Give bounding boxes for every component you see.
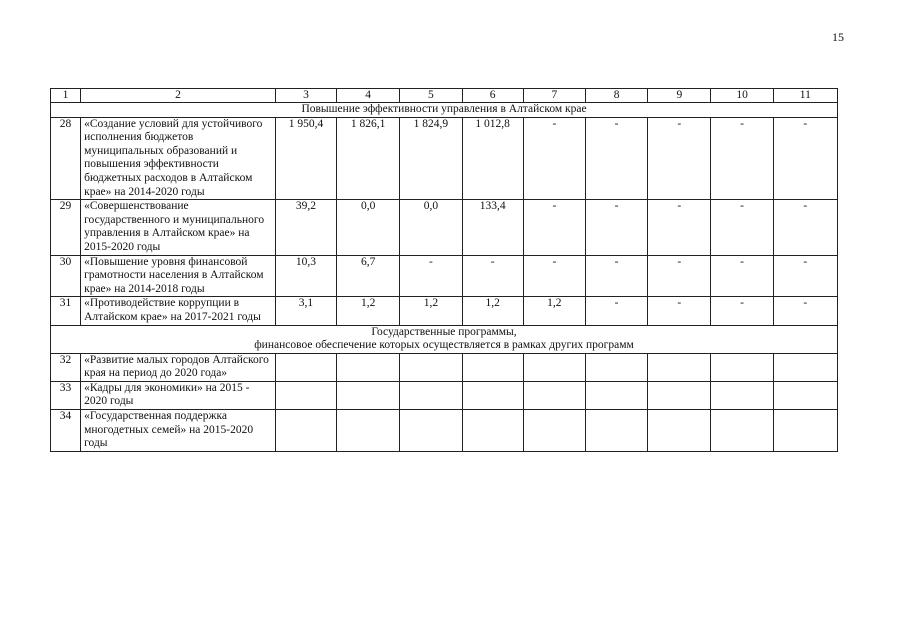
- value-cell: -: [648, 255, 711, 297]
- column-header: 1: [51, 89, 81, 103]
- value-cell: -: [711, 297, 773, 325]
- value-cell: 133,4: [462, 200, 523, 255]
- value-cell: [648, 381, 711, 409]
- value-cell: -: [400, 255, 462, 297]
- value-cell: -: [773, 297, 837, 325]
- program-name: «Кадры для экономики» на 2015 - 2020 годы: [81, 381, 276, 409]
- program-name: «Противодействие коррупции в Алтайском крае» на 2017-2021 годы: [81, 297, 276, 325]
- row-number: 29: [51, 200, 81, 255]
- value-cell: 1 950,4: [275, 117, 336, 200]
- value-cell: -: [773, 255, 837, 297]
- value-cell: 39,2: [275, 200, 336, 255]
- section-row: [51, 325, 838, 353]
- value-cell: [275, 381, 336, 409]
- value-cell: -: [648, 117, 711, 200]
- column-header: 5: [400, 89, 462, 103]
- row-number: 33: [51, 381, 81, 409]
- value-cell: [648, 410, 711, 452]
- value-cell: -: [711, 255, 773, 297]
- table-row: [51, 200, 838, 255]
- table-header-row: [51, 89, 838, 103]
- table-row: [51, 297, 838, 325]
- value-cell: [462, 381, 523, 409]
- value-cell: [275, 410, 336, 452]
- value-cell: [648, 353, 711, 381]
- value-cell: -: [523, 200, 585, 255]
- section-title-line: Государственные программы,: [371, 325, 517, 338]
- table-row: [51, 353, 838, 381]
- section-title: [51, 325, 838, 353]
- column-header: 10: [711, 89, 773, 103]
- value-cell: 1,2: [337, 297, 400, 325]
- row-number: 31: [51, 297, 81, 325]
- section-title: Повышение эффективности управления в Алтайском крае: [51, 103, 838, 118]
- value-cell: 1 824,9: [400, 117, 462, 200]
- row-number: 32: [51, 353, 81, 381]
- value-cell: -: [462, 255, 523, 297]
- value-cell: [523, 381, 585, 409]
- value-cell: 1,2: [462, 297, 523, 325]
- value-cell: 1 826,1: [337, 117, 400, 200]
- value-cell: -: [585, 117, 647, 200]
- table-row: [51, 381, 838, 409]
- value-cell: [400, 353, 462, 381]
- program-name: «Создание условий для устойчивого исполнения бюджетов муниципальных образований и повышения эффективности бюджетных расходов в Алтайском крае» на 2014-2020 годы: [81, 117, 276, 200]
- column-header: 7: [523, 89, 585, 103]
- value-cell: -: [585, 297, 647, 325]
- value-cell: 1,2: [400, 297, 462, 325]
- value-cell: -: [585, 200, 647, 255]
- column-header: 4: [337, 89, 400, 103]
- value-cell: [400, 410, 462, 452]
- value-cell: 10,3: [275, 255, 336, 297]
- value-cell: 6,7: [337, 255, 400, 297]
- value-cell: -: [523, 255, 585, 297]
- value-cell: 0,0: [337, 200, 400, 255]
- value-cell: [275, 353, 336, 381]
- value-cell: [711, 353, 773, 381]
- column-header: 6: [462, 89, 523, 103]
- value-cell: [585, 353, 647, 381]
- value-cell: [773, 381, 837, 409]
- value-cell: 1,2: [523, 297, 585, 325]
- row-number: 28: [51, 117, 81, 200]
- value-cell: -: [773, 200, 837, 255]
- value-cell: -: [648, 200, 711, 255]
- budget-table: [50, 88, 838, 452]
- value-cell: [400, 381, 462, 409]
- program-name: «Государственная поддержка многодетных семей» на 2015-2020 годы: [81, 410, 276, 452]
- section-row: [51, 103, 838, 118]
- table-row: [51, 410, 838, 452]
- column-header: 8: [585, 89, 647, 103]
- value-cell: -: [711, 117, 773, 200]
- value-cell: -: [711, 200, 773, 255]
- value-cell: [585, 410, 647, 452]
- value-cell: [711, 381, 773, 409]
- value-cell: -: [585, 255, 647, 297]
- value-cell: [523, 353, 585, 381]
- page-number: 15: [832, 30, 844, 44]
- column-header: 11: [773, 89, 837, 103]
- column-header: 2: [81, 89, 276, 103]
- value-cell: 3,1: [275, 297, 336, 325]
- value-cell: [462, 410, 523, 452]
- value-cell: [462, 353, 523, 381]
- program-name: «Совершенствование государственного и муниципального управления в Алтайском крае» на 2015-2020 годы: [81, 200, 276, 255]
- value-cell: [773, 410, 837, 452]
- value-cell: [337, 410, 400, 452]
- row-number: 34: [51, 410, 81, 452]
- column-header: 9: [648, 89, 711, 103]
- value-cell: [585, 381, 647, 409]
- value-cell: [711, 410, 773, 452]
- program-name: «Развитие малых городов Алтайского края на период до 2020 года»: [81, 353, 276, 381]
- value-cell: [337, 353, 400, 381]
- section-title-line: финансовое обеспечение которых осуществляется в рамках других программ: [254, 339, 634, 352]
- row-number: 30: [51, 255, 81, 297]
- value-cell: -: [773, 117, 837, 200]
- value-cell: [523, 410, 585, 452]
- program-name: «Повышение уровня финансовой грамотности населения в Алтайском крае» на 2014-2018 годы: [81, 255, 276, 297]
- value-cell: [773, 353, 837, 381]
- value-cell: [337, 381, 400, 409]
- column-header: 3: [275, 89, 336, 103]
- value-cell: -: [523, 117, 585, 200]
- table-row: [51, 117, 838, 200]
- table-row: [51, 255, 838, 297]
- value-cell: 0,0: [400, 200, 462, 255]
- value-cell: 1 012,8: [462, 117, 523, 200]
- value-cell: -: [648, 297, 711, 325]
